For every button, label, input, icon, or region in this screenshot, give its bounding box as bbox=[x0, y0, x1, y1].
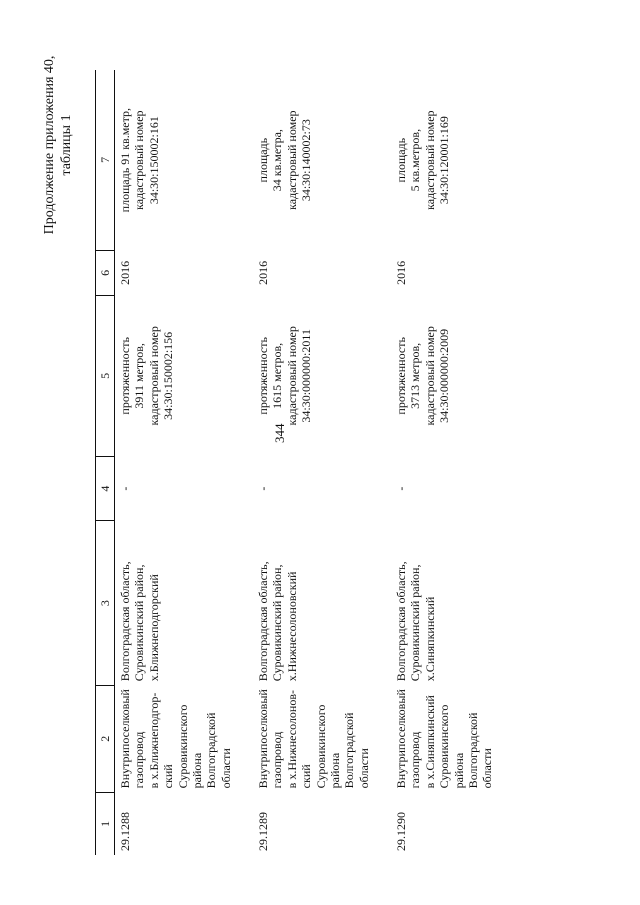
object-name-cell bbox=[253, 685, 391, 792]
object-name-line: в х.Синяпкинский bbox=[422, 695, 437, 789]
table-body bbox=[115, 70, 530, 855]
object-name-line: Внутрипоселковый bbox=[394, 689, 408, 789]
location-line: Волгоградская область, bbox=[256, 561, 270, 682]
notes-cell bbox=[391, 70, 529, 250]
specification-line: 34:30:150002:156 bbox=[161, 331, 176, 420]
object-name-line: ский Суровикинского bbox=[161, 704, 190, 789]
object-name-line: области bbox=[218, 748, 233, 789]
column-header-2: 2 bbox=[96, 685, 115, 792]
object-name-line: Волгоградской bbox=[465, 712, 480, 789]
row-id-cell: 29.1289 bbox=[256, 812, 270, 851]
year-cell: 2016 bbox=[394, 260, 408, 285]
specification-line: протяженность bbox=[256, 337, 270, 415]
location-line: х.Синяпкинский bbox=[422, 596, 437, 682]
continuation-title bbox=[42, 40, 76, 250]
object-name-line: района bbox=[189, 752, 204, 789]
notes-line: кадастровый номер bbox=[132, 110, 147, 210]
specification-line: 3713 метров, bbox=[408, 342, 423, 409]
object-name-line: Волгоградской bbox=[204, 712, 219, 789]
object-name-line: газопровод bbox=[132, 731, 147, 789]
object-name-line: газопровод bbox=[270, 731, 285, 789]
object-name-line: района bbox=[451, 752, 466, 789]
location-line: Суровикинский район, bbox=[408, 564, 423, 682]
object-name-line: ский Суровикинского bbox=[299, 704, 328, 789]
column-header-6: 6 bbox=[96, 250, 115, 295]
specification-line: 34:30:000000:2011 bbox=[299, 329, 314, 423]
column-header-1: 1 bbox=[96, 792, 115, 855]
notes-line: 34:30:140002:73 bbox=[299, 119, 314, 202]
column-4-cell: - bbox=[256, 486, 270, 491]
notes-cell bbox=[115, 70, 254, 250]
object-name-line: области bbox=[356, 748, 371, 789]
specification-line: протяженность bbox=[118, 337, 132, 415]
specification-line: 1615 метров, bbox=[270, 342, 285, 409]
appendix-table bbox=[95, 70, 529, 855]
notes-line: 34 кв.метра, bbox=[270, 129, 285, 192]
continuation-line-2: таблицы 1 bbox=[58, 114, 74, 176]
location-cell bbox=[253, 521, 391, 685]
notes-line: площадь 91 кв.метр, bbox=[118, 107, 132, 213]
column-4-cell: - bbox=[394, 486, 408, 491]
specification-cell bbox=[391, 296, 529, 457]
object-name-cell bbox=[115, 685, 254, 792]
column-header-3: 3 bbox=[96, 521, 115, 685]
row-id-cell: 29.1290 bbox=[394, 812, 408, 851]
object-name-line: Внутрипоселковый bbox=[256, 689, 270, 789]
object-name-line: газопровод bbox=[408, 731, 423, 789]
object-name-line: района bbox=[327, 752, 342, 789]
notes-line: кадастровый номер bbox=[284, 110, 299, 210]
specification-line: протяженность bbox=[394, 337, 408, 415]
object-name-line: в х.Ближнеподгор- bbox=[146, 692, 161, 789]
page-number: 344 bbox=[272, 423, 287, 443]
object-name-cell bbox=[391, 685, 529, 792]
notes-line: 5 кв.метров, bbox=[408, 128, 423, 192]
object-name-line: в х.Нижнесолонов- bbox=[284, 689, 299, 789]
location-line: Волгоградская область, bbox=[394, 561, 408, 682]
column-number-row bbox=[96, 70, 115, 855]
notes-line: 34:30:120001:169 bbox=[437, 116, 452, 205]
notes-line: кадастровый номер bbox=[422, 110, 437, 210]
table-row bbox=[253, 70, 391, 855]
location-line: Суровикинский район, bbox=[132, 564, 147, 682]
continuation-line-1: Продолжение приложения 40, bbox=[42, 55, 57, 235]
notes-line: 34:30:150002:161 bbox=[146, 116, 161, 205]
appendix-table-sheet bbox=[95, 70, 635, 855]
location-line: х.Ближнеподгорский bbox=[146, 574, 161, 682]
location-line: Волгоградская область, bbox=[118, 561, 132, 682]
specification-cell bbox=[253, 296, 391, 457]
specification-line: кадастровый номер bbox=[422, 326, 437, 426]
location-cell bbox=[391, 521, 529, 685]
notes-cell bbox=[253, 70, 391, 250]
year-cell: 2016 bbox=[256, 260, 270, 285]
table-row bbox=[115, 70, 254, 855]
notes-line: площадь bbox=[256, 137, 270, 183]
object-name-line: области bbox=[480, 748, 495, 789]
notes-line: площадь bbox=[394, 137, 408, 183]
column-4-cell: - bbox=[118, 486, 132, 491]
specification-line: 3911 метров, bbox=[132, 343, 147, 409]
location-line: х.Нижнесолоновский bbox=[284, 571, 299, 682]
object-name-line: Суровикинского bbox=[437, 704, 452, 789]
location-line: Суровикинский район, bbox=[270, 564, 285, 682]
column-header-7: 7 bbox=[96, 70, 115, 250]
specification-line: кадастровый номер bbox=[284, 326, 299, 426]
row-id-cell: 29.1288 bbox=[118, 812, 132, 851]
specification-cell bbox=[115, 296, 254, 457]
specification-line: 34:30:000000:2009 bbox=[437, 328, 452, 423]
specification-line: кадастровый номер bbox=[146, 326, 161, 426]
location-cell bbox=[115, 521, 254, 685]
column-header-5: 5 bbox=[96, 296, 115, 457]
year-cell: 2016 bbox=[118, 260, 132, 285]
object-name-line: Внутрипоселковый bbox=[118, 689, 132, 789]
object-name-line: Волгоградской bbox=[342, 712, 357, 789]
table-row bbox=[391, 70, 529, 855]
column-header-4: 4 bbox=[96, 456, 115, 521]
